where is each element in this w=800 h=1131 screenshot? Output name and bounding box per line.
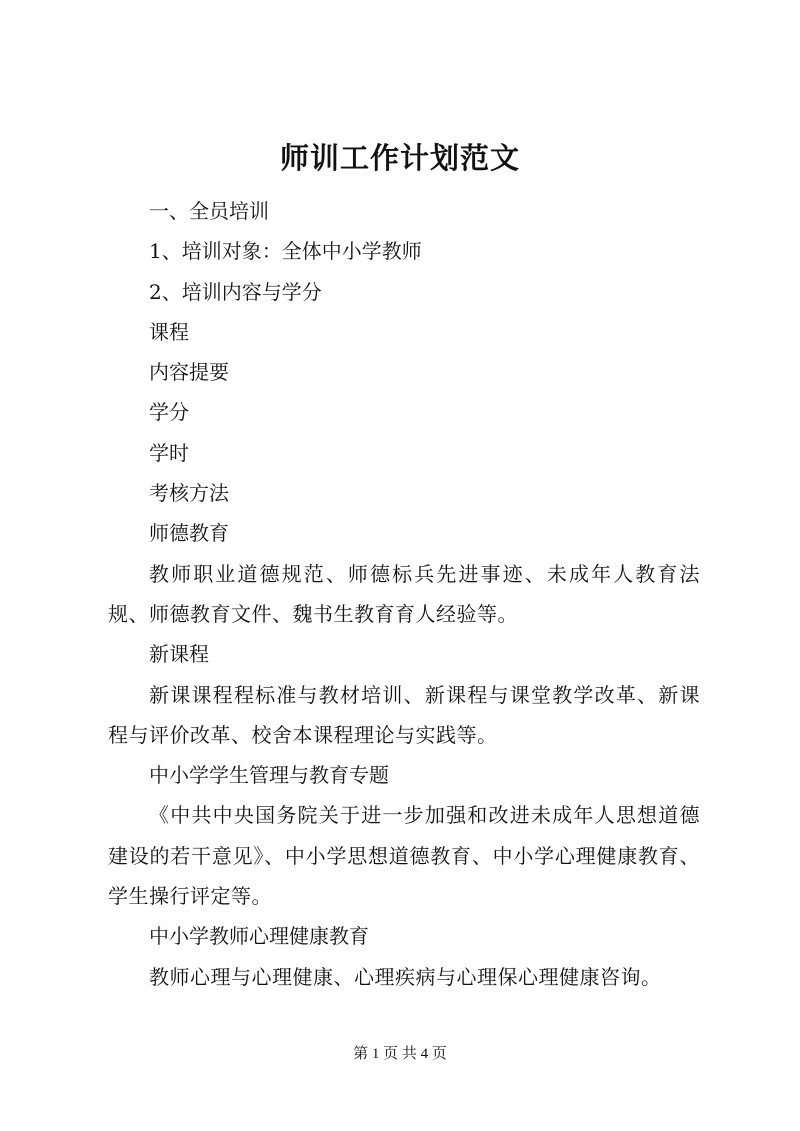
course-mental-health-heading: 中小学教师心理健康教育 (149, 924, 369, 949)
column-label-hours: 学时 (149, 440, 189, 465)
document-title: 师训工作计划范文 (279, 141, 520, 175)
document-body (108, 191, 700, 997)
page-footer (0, 1044, 800, 1064)
course-ethics-paragraph: 教师职业道德规范、师德标兵先进事迹、未成年人教育法规、师德教育文件、魏书生教育育人经验等。 (108, 561, 700, 626)
course-ethics-heading: 师德教育 (149, 521, 229, 546)
course-new-curriculum-heading: 新课程 (149, 642, 209, 667)
course-student-mgmt-paragraph: 《中共中央国务院关于进一步加强和改进未成年人思想道德建设的若干意见》、中小学思想道德教育、中小学心理健康教育、学生操行评定等。 (108, 803, 700, 909)
column-label-credits: 学分 (149, 400, 189, 425)
column-label-course: 课程 (149, 319, 189, 344)
course-new-curriculum-paragraph: 新课课程程标准与教材培训、新课程与课堂教学改革、新课程与评价改革、校舍本课程理论与实践等。 (108, 682, 700, 747)
column-label-assessment: 考核方法 (149, 481, 229, 506)
page-number-label: 第 1 页 共 4 页 (353, 1046, 447, 1062)
course-student-mgmt-heading: 中小学学生管理与教育专题 (149, 763, 389, 788)
training-target-line: 1、培训对象：全体中小学教师 (149, 239, 422, 264)
column-label-summary: 内容提要 (149, 360, 229, 385)
course-mental-health-paragraph: 教师心理与心理健康、心理疾病与心理保心理健康咨询。 (149, 964, 662, 989)
training-content-line: 2、培训内容与学分 (149, 279, 322, 304)
section-heading-full-training: 一、全员培训 (149, 199, 269, 223)
